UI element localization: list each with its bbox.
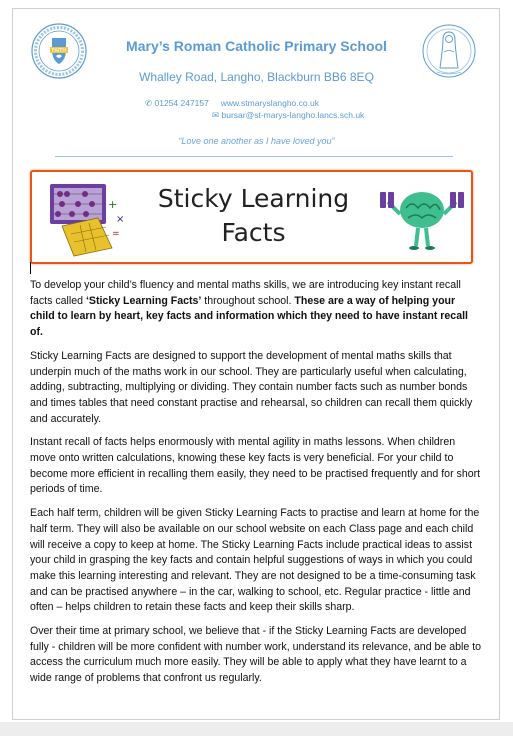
- strong-brain-icon: [376, 178, 468, 258]
- sticky-learning-banner: [30, 170, 473, 264]
- website-link[interactable]: www.stmaryslangho.co.uk: [220, 98, 319, 108]
- school-motto: “Love one another as I have loved you”: [178, 136, 335, 146]
- viewer-bottom-band: [0, 722, 513, 736]
- phone-icon: ✆: [145, 98, 153, 108]
- svg-text:×: ×: [116, 214, 125, 225]
- paragraph-5: Over their time at primary school, we believe that - if the Sticky Learning Facts are developed fully - children will be more confident with number work, understand its relevance, and be able to access the curriculum much more easily. They will be able to apply what they have learnt to a wide range of problems that confront us regularly.: [30, 625, 482, 685]
- crest-faith-label: FAITH: [51, 48, 67, 54]
- text-cursor: [30, 262, 31, 274]
- letter-body: [30, 278, 482, 695]
- paragraph-2: Sticky Learning Facts are designed to support the development of mental maths skills that underpin much of the maths work in our school. They are particularly useful when calculating, adding, subtracting, multiplying or dividing. They contain number facts such as number bonds and times tables that need constant practise and rehearsal, so children can recall them quickly and accurately.: [30, 349, 473, 425]
- email-icon: ✉: [212, 110, 220, 120]
- paragraph-3: Instant recall of facts helps enormously with mental agility in maths lessons. When children move onto written calculations, knowing these key facts is very beneficial. For your child to become more efficient in recalling them easily, they need to be practised frequently and for short periods of time.: [30, 436, 481, 496]
- abacus-icon: [40, 178, 132, 258]
- banner-title-line2: Facts: [221, 218, 286, 247]
- paragraph-1: To develop your child’s fluency and mental maths skills, we are introducing key instant recall facts called ‘Sticky Learning Facts’ throughout school. These are a way of helping your child to learn by heart, key facts and information which they need to have instant recall of.: [30, 279, 468, 339]
- header-divider: [55, 156, 453, 157]
- school-address: Whalley Road, Langho, Blackburn BB6 8EQ: [139, 70, 374, 84]
- banner-title-line1: Sticky Learning: [157, 184, 350, 213]
- paragraph-4: Each half term, children will be given Sticky Learning Facts to practise and learn at home for the half term. They will also be available on our school website on each Class page and each child will receive a copy to keep at home. The Sticky Learning Facts include practical ideas to assist your child in grasping the key facts and contain helpful suggestions of ways in which you could make this learning interesting and relevant. They are not designed to be a time-consuming task and can be practised anywhere – in the car, walking to school, etc. Regular practice - little and often – helps children to retain these facts and keep their skills sharp.: [30, 507, 480, 614]
- email-link[interactable]: bursar@st-marys-langho.lancs.sch.uk: [221, 110, 365, 120]
- contact-phone-web: [145, 98, 319, 109]
- phone-number: 01254 247157: [154, 98, 209, 108]
- school-name: Mary’s Roman Catholic Primary School: [126, 38, 387, 54]
- svg-text:=: =: [112, 229, 120, 239]
- contact-email: [212, 110, 364, 121]
- svg-text:+: +: [108, 198, 118, 211]
